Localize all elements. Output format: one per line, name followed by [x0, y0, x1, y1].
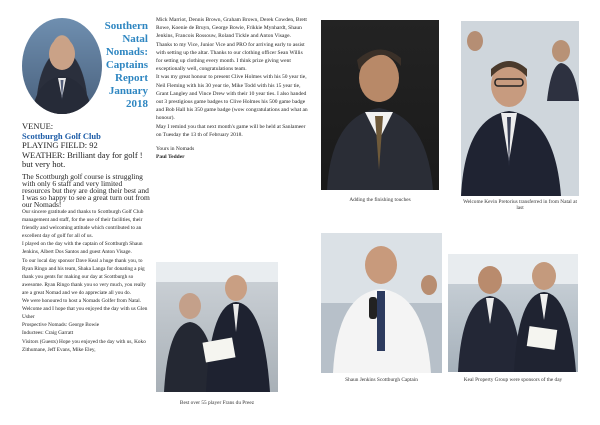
caption-photo-3: Welcome Kevin Pretorius transferred in from Natal at last	[463, 199, 577, 211]
venue-block	[22, 122, 152, 170]
signoff: Yours in Nomads	[156, 146, 195, 153]
caption-photo-1: Best over 55 player Frans du Preez	[179, 400, 255, 406]
body-paragraph: Our sincere gratitude and thanks to Scottburgh Golf Club management and staff, for the use of their facilities, their friendly and welcoming attitude which contributed to an excellent day of golf for all of us.	[22, 209, 144, 240]
reminder-paragraph: May I remind you that next month's game will be held at Sanlameer on Tuesday the 13 th of February 2018.	[156, 123, 306, 138]
body-paragraph: Inductees: Craig Garratt	[22, 330, 74, 337]
playing-field: PLAYING FIELD: 92	[22, 140, 98, 151]
photo-keal-property	[448, 254, 578, 372]
caption-photo-5: Keal Property Group were sponsors of the day	[463, 377, 563, 383]
body-paragraph: Prospective Nomads: George Bowie	[22, 322, 100, 329]
body-paragraph: Visitors (Guests) Hope you enjoyed the day with us, Koko Zithumane, Jeff Evans, Mike Eley,	[22, 338, 146, 353]
captain-portrait	[22, 18, 102, 114]
intro-paragraph: The Scottburgh golf course is struggling with only 6 staff and very limited resources but they are doing their best and I was so happy to see a great turn out from our Nomads!	[22, 172, 150, 209]
title-line: 2018	[126, 98, 148, 110]
report-column-2	[156, 16, 308, 161]
report-title	[102, 20, 148, 111]
title-line: Captains	[105, 59, 148, 71]
body-paragraph: We were honoured to host a Nomads Golfer from Natal. Welcome and I hope that you enjoyed the day with us Glen Usher	[22, 298, 148, 321]
author: Paul Tedder	[156, 154, 185, 161]
body-paragraph: I played on the day with the captain of Scottburgh Shaun Jenkins, Albert Dos Santos and guest Anton Visage.	[22, 241, 143, 256]
photo-welcome-kevin	[461, 21, 579, 196]
photo-best-over-55	[156, 262, 278, 392]
caption-photo-4: Shaun Jenkins Scottburgh Captain	[345, 377, 418, 383]
body-paragraph: To our local day sponsor Dave Keal a huge thank you, to Ryan Ringo and his team, Shaka Langa for donating a pig thank you gents for making our day at Scottburgh so awesome. Ryan Ringo thank you so very much, you really are a great Nomad and we do appreciate all you do.	[22, 257, 146, 296]
thanks-paragraph: Thanks to my Vice, Junior Vice and PRO for arriving early to assist with setting up the altar. Thanks to our clothing officer Sean Willis for setting up clothing every month. I think prize giving went exceptionally well, congratulations team.	[156, 41, 305, 73]
title-line: Report	[115, 72, 148, 84]
caption-photo-2: Adding the finishing touches	[349, 197, 411, 203]
venue-label: VENUE:	[22, 121, 54, 131]
title-line: January	[108, 85, 148, 97]
names-paragraph: Mick Marriot, Dennis Brown, Graham Brown, Derek Cowden, Brett Rowe, Koenie de Bruyn, George Bowie, Frikkie Mynhardt, Shaun Jenkins, Francois Rossouw, Roland Tickle and Anton Visage.	[156, 17, 307, 40]
title-line: Southern	[104, 20, 148, 32]
venue-club: Scottburgh Golf Club	[22, 130, 101, 141]
title-line: Nomads:	[105, 46, 148, 58]
report-column-1	[22, 173, 152, 354]
title-line: Natal	[122, 33, 148, 45]
weather: WEATHER: Brilliant day for golf ! but very hot.	[22, 149, 143, 170]
honour-paragraph: It was my great honour to present Clive Holmes with his 50 year tie, Neil Fleming with his 30 year tie, Mike Todd with his 15 year tie, Grant Langley and Vince Drew with their 10 year ties. I also handed out 3 prestigious game badges to Clive Holmes his 500 game badge and Bob Hall his 350 game badge (wow congratulations and what an honour).	[156, 74, 308, 122]
photo-finishing-touches	[321, 20, 439, 190]
photo-shaun-jenkins	[321, 233, 442, 373]
